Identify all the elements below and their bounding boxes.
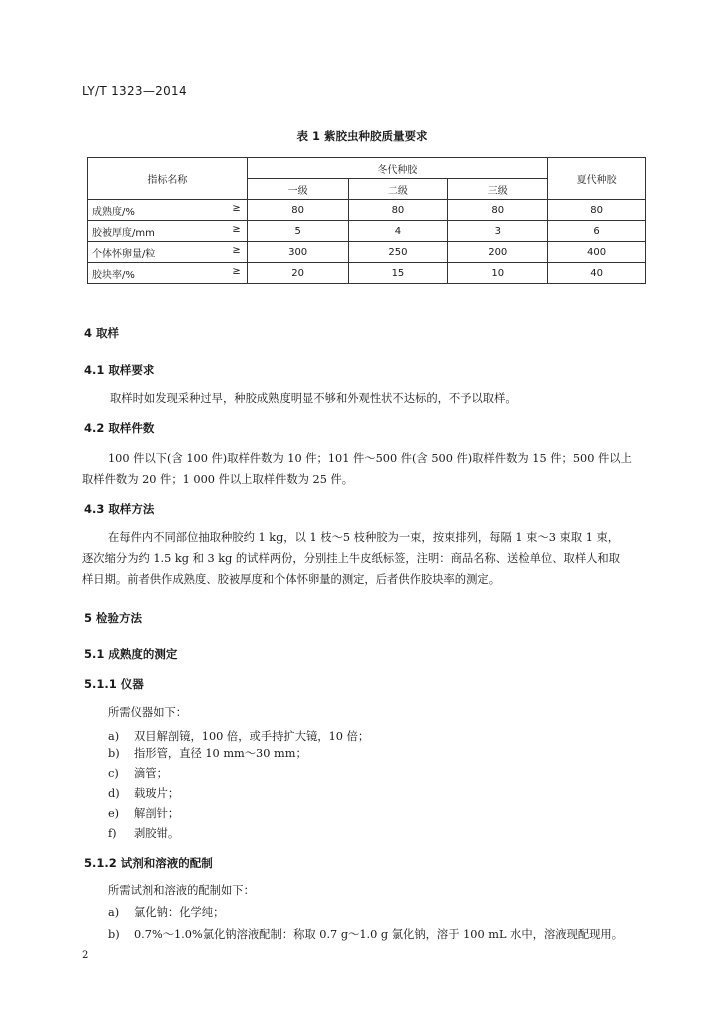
grade-1: 一级: [247, 179, 348, 200]
section-4-3-line-3: 样日期。前者供作成熟度、胶被厚度和个体怀卵量的测定，后者供作胶块率的测定。: [82, 573, 500, 586]
cell: 400: [548, 242, 646, 263]
list-text: 双目解剖镜，100 倍，或手持扩大镜，10 倍；: [134, 730, 370, 743]
column-header-summer: 夏代种胶: [548, 158, 646, 200]
row-name: [88, 221, 248, 242]
section-5-heading: 5 检验方法: [84, 611, 143, 625]
cell: 5: [247, 221, 348, 242]
table-row: [88, 221, 646, 242]
list-marker: a): [108, 906, 120, 919]
cell: 10: [448, 263, 548, 284]
cell: 20: [247, 263, 348, 284]
list-item: [108, 765, 168, 781]
list-marker: b): [108, 928, 120, 941]
row-name: [88, 263, 248, 284]
section-4-heading: 4 取样: [84, 326, 120, 340]
list-marker: d): [108, 787, 120, 800]
cell: 6: [548, 221, 646, 242]
list-marker: c): [108, 767, 119, 780]
list-text: 剥胶钳。: [134, 827, 180, 840]
row-label: 胶块率/%: [92, 269, 135, 281]
cell: 80: [448, 200, 548, 221]
section-5-1-heading: 5.1 成熟度的测定: [84, 647, 178, 661]
list-text: 滴管；: [134, 767, 168, 780]
row-name: [88, 200, 248, 221]
list-item: [108, 805, 179, 821]
list-item: [108, 745, 307, 761]
list-text: 0.7%～1.0%氯化钠溶液配制：称取 0.7 g～1.0 g 氯化钠，溶于 100 mL 水中，溶液现配现用。: [134, 928, 624, 941]
list-marker: e): [108, 807, 120, 820]
table-row: [88, 200, 646, 221]
list-text: 指形管，直径 10 mm～30 mm；: [134, 747, 307, 760]
table-header-row: [88, 158, 646, 179]
op: ≥: [232, 203, 241, 214]
row-label: 成熟度/%: [92, 206, 135, 218]
list-text: 解剖针；: [134, 807, 180, 820]
cell: 250: [348, 242, 448, 263]
list-marker: a): [108, 730, 120, 743]
list-item: [108, 825, 179, 841]
column-header-winter: 冬代种胶: [247, 158, 547, 179]
row-label: 胶被厚度/mm: [92, 227, 155, 239]
table-caption: 表 1 紫胶虫种胶质量要求: [296, 129, 428, 143]
section-4-2-line-1: 100 件以下(含 100 件)取样件数为 10 件；101 件～500 件(含 500 件)取样件数为 15 件；500 件以上: [108, 452, 632, 465]
section-4-1-text: 取样时如发现采种过早，种胶成熟度明显不够和外观性状不达标的，不予以取样。: [110, 392, 517, 405]
section-5-1-1-heading: 5.1.1 仪器: [84, 677, 144, 691]
list-text: 载玻片；: [134, 787, 180, 800]
section-4-3-line-2: 逐次缩分为约 1.5 kg 和 3 kg 的试样两份，分别挂上牛皮纸标签，注明：商品名称、送检单位、取样人和取: [82, 552, 621, 565]
instruments-intro: 所需仪器如下：: [108, 706, 188, 719]
column-header-name: 指标名称: [88, 158, 248, 200]
grade-2: 二级: [348, 179, 448, 200]
cell: 300: [247, 242, 348, 263]
cell: 80: [247, 200, 348, 221]
list-marker: b): [108, 747, 120, 760]
row-label: 个体怀卵量/粒: [92, 248, 156, 260]
cell: 200: [448, 242, 548, 263]
page-number: 2: [82, 950, 89, 961]
row-name: [88, 242, 248, 263]
section-5-1-2-heading: 5.1.2 试剂和溶液的配制: [84, 856, 213, 870]
cell: 80: [348, 200, 448, 221]
section-4-1-heading: 4.1 取样要求: [84, 363, 155, 377]
section-4-3-heading: 4.3 取样方法: [84, 502, 155, 516]
grade-3: 三级: [448, 179, 548, 200]
list-item: [108, 728, 369, 744]
list-item: [108, 904, 224, 920]
op: ≥: [232, 224, 241, 235]
section-4-2-line-2: 取样件数为 20 件；1 000 件以上取样件数为 25 件。: [82, 473, 354, 486]
section-4-2-heading: 4.2 取样件数: [84, 421, 155, 435]
cell: 3: [448, 221, 548, 242]
list-marker: f): [108, 827, 117, 840]
cell: 40: [548, 263, 646, 284]
table-row: [88, 242, 646, 263]
cell: 15: [348, 263, 448, 284]
quality-table: [87, 157, 646, 284]
list-item: [108, 785, 179, 801]
standard-header: LY/T 1323—2014: [82, 84, 187, 98]
cell: 4: [348, 221, 448, 242]
op: ≥: [232, 266, 241, 277]
list-text: 氯化钠：化学纯；: [134, 906, 225, 919]
op: ≥: [232, 245, 241, 256]
reagents-intro: 所需试剂和溶液的配制如下：: [108, 884, 255, 897]
table-row: [88, 263, 646, 284]
section-4-3-line-1: 在每件内不同部位抽取种胶约 1 kg，以 1 枝～5 枝种胶为一束，按束排列，每隔 1 束～3 束取 1 束，: [108, 531, 620, 544]
list-item: [108, 926, 623, 942]
cell: 80: [548, 200, 646, 221]
